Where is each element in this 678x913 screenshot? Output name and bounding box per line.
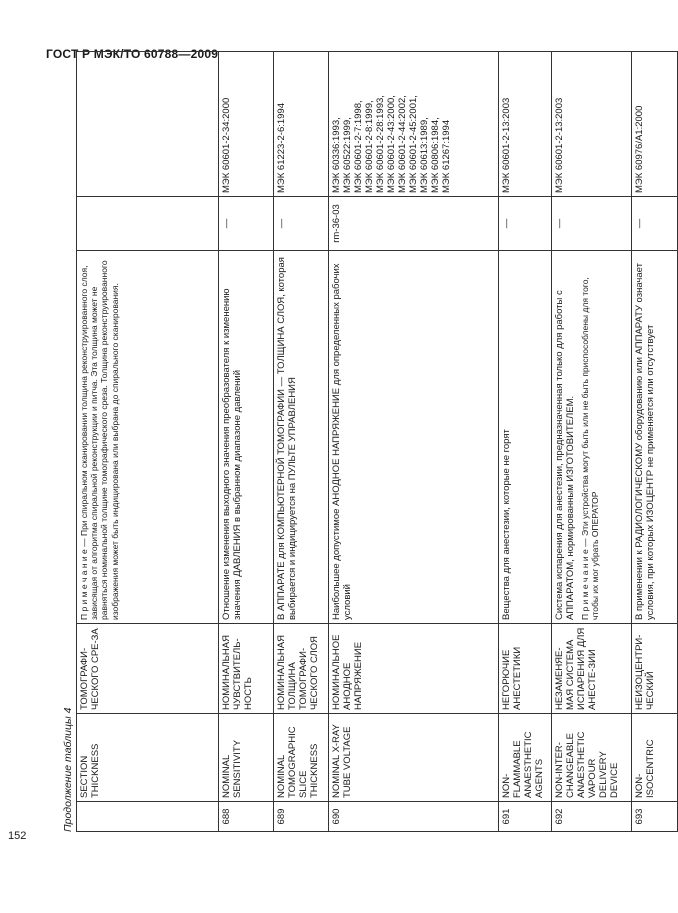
standard-ref: МЭК 61267:1994 [441,119,453,193]
term-number: 689 [274,802,329,832]
standard-ref: МЭК 60601-2-13:2003 [554,97,565,193]
term-reference: — [632,197,678,251]
standard-ref: МЭК 60601-2-43:2000, [386,95,398,193]
term-russian: НОМИНАЛЬНАЯ ТОЛЩИНА ТОМОГРАФИ-ЧЕСКОГО СЛОЯ [274,624,329,714]
term-russian: НОМИНАЛЬНОЕ АНОДНОЕ НАПРЯЖЕНИЕ [329,624,499,714]
term-russian: ТОМОГРАФИ-ЧЕСКОГО СРЕ-ЗА [77,624,219,714]
term-reference [77,197,219,251]
table-row [77,52,219,832]
term-english: NOMINAL X-RAY TUBE VOLTAGE [329,714,499,802]
standard-ref: МЭК 60601-2-34:2000 [221,97,232,193]
definition-note [79,254,120,620]
term-definition [632,251,678,624]
standard-ref: МЭК 60601-2-8:1999, [364,100,376,193]
definition-note [580,254,600,620]
term-english: NOMINAL TOMOGRAPHIC SLICE THICKNESS [274,714,329,802]
table-row [274,52,329,832]
term-definition [219,251,274,624]
table-row [632,52,678,832]
table-row [219,52,274,832]
term-definition [329,251,499,624]
term-definition [499,251,552,624]
term-standards [499,52,552,197]
standard-ref: МЭК 61223-2-6:1994 [276,103,287,193]
standard-ref: МЭК 60336:1993, [331,117,342,193]
standard-ref: МЭК 60601-2-7:1998, [353,100,365,193]
term-number: 691 [499,802,552,832]
table-row [499,52,552,832]
term-reference: — [499,197,552,251]
term-english: NON-FLAMMABLE ANAESTHETIC AGENTS [499,714,552,802]
note-label: П р и м е ч а н и е — [79,536,89,620]
term-english: SECTION THICKNESS [77,714,219,802]
rotated-table-region [62,52,657,832]
note-label: П р и м е ч а н и е — [580,536,591,620]
page-number: 152 [8,830,27,842]
standard-ref: МЭК 60601-2-44:2002, [397,95,409,193]
term-standards [632,52,678,197]
table-row [329,52,499,832]
definition-text: В применении к РАДИОЛОГИЧЕСКОМУ оборудованию или АППАРАТУ означает условия, при которых ИЗОЦЕНТР не применяется или отсутствует [634,263,657,620]
term-standards [552,52,632,197]
term-number: 692 [552,802,632,832]
term-standards [329,52,499,197]
term-number: 690 [329,802,499,832]
term-reference: — [552,197,632,251]
term-definition [274,251,329,624]
term-english: NOMINAL SENSITIVITY [219,714,274,802]
table-caption: Продолжение таблицы 4 [62,707,74,832]
standard-ref: МЭК 60806:1984, [430,117,442,193]
page-header: ГОСТ Р МЭК/ТО 60788—2009 [46,47,219,61]
term-english: NON-INTER-CHANGEABLE ANAESTHETIC VAPOUR DELIVERY DEVICE [552,714,632,802]
standard-ref: МЭК 60601-2-13:2003 [501,97,512,193]
terms-table [76,51,678,832]
definition-text: Система испарения для анестезии, предназначенная только для работы с АППАРАТОМ, нормированным ИЗГОТОВИТЕЛЕМ. [554,290,577,620]
note-text: Эти устройства могут быть или не быть приспособлены для того, чтобы их мог убрать ОПЕРАТОР [580,277,601,620]
term-russian: НОМИНАЛЬНАЯ ЧУВСТВИТЕЛЬ-НОСТЬ [219,624,274,714]
term-number: 693 [632,802,678,832]
standard-ref: МЭК 60522:1999, [342,117,354,193]
term-english: NON-ISOCENTRIC [632,714,678,802]
definition-text: В АППАРАТЕ для КОМПЬЮТЕРНОЙ ТОМОГРАФИИ — ТОЛЩИНА СЛОЯ, которая выбирается и индицируется на ПУЛЬТЕ УПРАВЛЕНИЯ [276,257,299,620]
term-reference: — [219,197,274,251]
term-definition [552,251,632,624]
term-standards [77,52,219,197]
term-russian: НЕИЗОЦЕНТРИ-ЧЕСКИЙ [632,624,678,714]
definition-text: Вещества для анестезии, которые не горят [501,429,512,620]
term-definition [77,251,219,624]
term-reference: rm-36-03 [329,197,499,251]
table-row [552,52,632,832]
term-standards [219,52,274,197]
term-standards [274,52,329,197]
term-number: 688 [219,802,274,832]
standard-ref: МЭК 60613:1989, [419,117,431,193]
term-reference: — [274,197,329,251]
definition-text: Наибольшее допустимое АНОДНОЕ НАПРЯЖЕНИЕ для определенных рабочих условий [331,263,354,620]
term-number [77,802,219,832]
note-text: При спиральном сканировании толщина реконструированного слоя, зависящая от алгоритма спиральной реконструкции и питча. Эта толщина может не равняться номинальной толщине томографического среза. Толщина реконструированного изображения может быть индицирована или выбрана до спирального сканирования. [79,260,120,620]
term-russian: НЕГОРЮЧИЕ АНЕСТЕТИКИ [499,624,552,714]
standard-ref: МЭК 60601-2-28:1993, [375,95,387,193]
standard-ref: МЭК 60601-2-45:2001, [408,95,420,193]
standard-ref: МЭК 60976/А1:2000 [634,105,645,193]
definition-text: Отношение изменения выходного значения преобразователя к изменению значения ДАВЛЕНИЯ в выбранном диапазоне давлений [221,288,244,620]
term-russian: НЕЗАМЕНЯЕ-МАЯ СИСТЕМА ИСПАРЕНИЯ ДЛЯ АНЕСТЕ-ЗИИ [552,624,632,714]
